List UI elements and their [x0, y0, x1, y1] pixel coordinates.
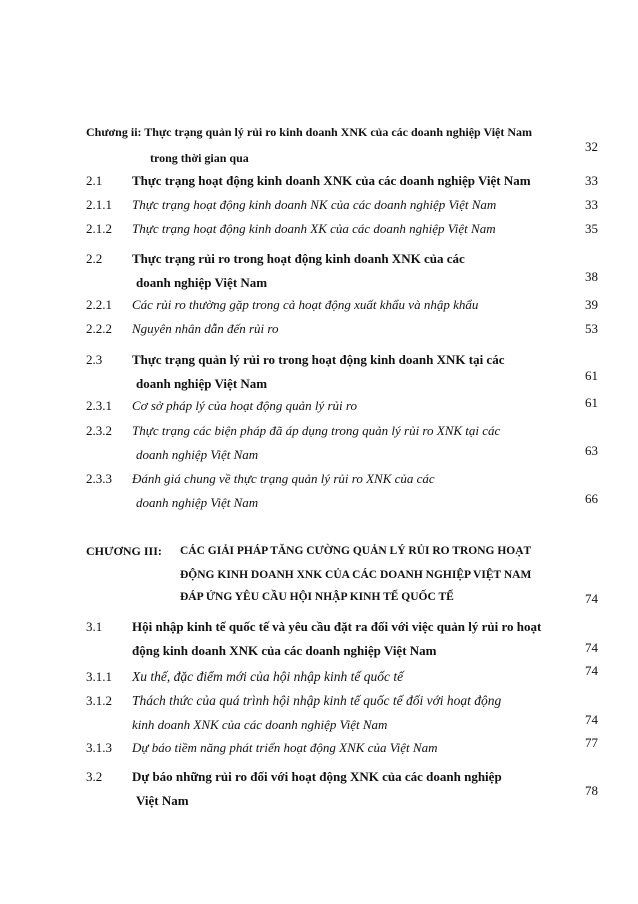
entry-number: 3.1.2 [86, 693, 112, 708]
entry-page: 74 [585, 712, 598, 727]
entry-number: 3.2 [86, 769, 103, 784]
entry-title-line2: động kinh doanh XNK của các doanh nghiệp Việt Nam [132, 643, 437, 658]
entry-page: 33 [585, 197, 598, 212]
entry-title: Thực trạng quản lý rủi ro trong hoạt động kinh doanh XNK tại các [132, 352, 505, 367]
entry-page: 35 [585, 221, 598, 236]
entry-title: Thực trạng rủi ro trong hoạt động kinh doanh XNK của các [132, 251, 465, 266]
entry-page: 77 [585, 735, 598, 750]
entry-title: Hội nhập kinh tế quốc tế và yêu cầu đặt ra đối với việc quản lý rủi ro hoạt [132, 619, 542, 634]
entry-number: 2.1.2 [86, 221, 112, 236]
entry-title-line2: doanh nghiệp Việt Nam [136, 495, 259, 510]
entry-number: 3.1.3 [86, 740, 112, 755]
entry-number: 3.1 [86, 619, 103, 634]
entry-number: 2.3.3 [86, 471, 112, 486]
entry-title: Xu thế, đặc điểm mới của hội nhập kinh tế quốc tế [132, 669, 404, 684]
entry-title-line2: doanh nghiệp Việt Nam [136, 447, 259, 462]
entry-number: 2.2.2 [86, 321, 112, 336]
entry-page: 61 [585, 368, 598, 383]
entry-number: 2.2.1 [86, 297, 112, 312]
entry-title-line2: doanh nghiệp Việt Nam [136, 376, 268, 391]
chapter3-label: CHƯƠNG III: [86, 544, 162, 558]
entry-title: Đánh giá chung về thực trạng quản lý rủi ro XNK của các [132, 471, 435, 486]
entry-page: 74 [585, 640, 598, 655]
chapter3-title-line3: ĐÁP ỨNG YÊU CẦU HỘI NHẬP KINH TẾ QUỐC TẾ [180, 591, 454, 603]
entry-number: 2.3 [86, 352, 103, 367]
entry-title: Dự báo những rủi ro đối với hoạt động XNK của các doanh nghiệp [132, 769, 502, 784]
entry-page: 78 [585, 783, 598, 798]
entry-page: 66 [585, 491, 598, 506]
entry-title: Các rủi ro thường gặp trong cả hoạt động xuất khẩu và nhập khẩu [132, 297, 479, 312]
entry-page: 53 [585, 321, 598, 336]
entry-title: Thực trạng các biện pháp đã áp dụng trong quản lý rủi ro XNK tại các [132, 423, 501, 438]
entry-title: Cơ sở pháp lý của hoạt động quản lý rủi ro [132, 398, 357, 413]
chapter3-title-line1: CÁC GIẢI PHÁP TĂNG CƯỜNG QUẢN LÝ RỦI RO TRONG HOẠT [180, 545, 532, 557]
entry-title: Thực trạng hoạt động kinh doanh XNK của các doanh nghiệp Việt Nam [132, 173, 531, 188]
entry-number: 2.2 [86, 251, 103, 266]
entry-page: 74 [585, 663, 598, 678]
entry-title: Nguyên nhân dẫn đến rủi ro [132, 321, 279, 336]
chapter2-title-line1: Chương ii: Thực trạng quản lý rủi ro kinh doanh XNK của các doanh nghiệp Việt Nam [86, 125, 533, 139]
entry-title: Dự báo tiềm năng phát triển hoạt động XNK của Việt Nam [132, 740, 438, 755]
entry-number: 2.3.1 [86, 398, 112, 413]
entry-page: 61 [585, 395, 598, 410]
entry-title: Thách thức của quá trình hội nhập kinh tế quốc tế đối với hoạt động [132, 693, 502, 708]
entry-number: 2.1.1 [86, 197, 112, 212]
entry-title-line2: kinh doanh XNK của các doanh nghiệp Việt Nam [132, 717, 388, 732]
chapter3-title-line2: ĐỘNG KINH DOANH XNK CỦA CÁC DOANH NGHIỆP VIỆT NAM [180, 569, 532, 581]
entry-title-line2: Việt Nam [136, 793, 189, 808]
entry-title: Thực trạng hoạt động kinh doanh XK của các doanh nghiệp Việt Nam [132, 221, 496, 236]
chapter2-title-line2: trong thời gian qua [150, 151, 249, 165]
entry-page: 63 [585, 443, 598, 458]
entry-title: Thực trạng hoạt động kinh doanh NK của các doanh nghiệp Việt Nam [132, 197, 497, 212]
entry-page: 33 [585, 173, 598, 188]
entry-number: 3.1.1 [86, 669, 112, 684]
entry-number: 2.3.2 [86, 423, 112, 438]
entry-page: 39 [585, 297, 598, 312]
chapter3-page: 74 [585, 591, 598, 606]
chapter2-page: 32 [585, 139, 598, 154]
entry-page: 38 [585, 269, 598, 284]
entry-title-line2: doanh nghiệp Việt Nam [136, 275, 268, 290]
entry-number: 2.1 [86, 173, 103, 188]
